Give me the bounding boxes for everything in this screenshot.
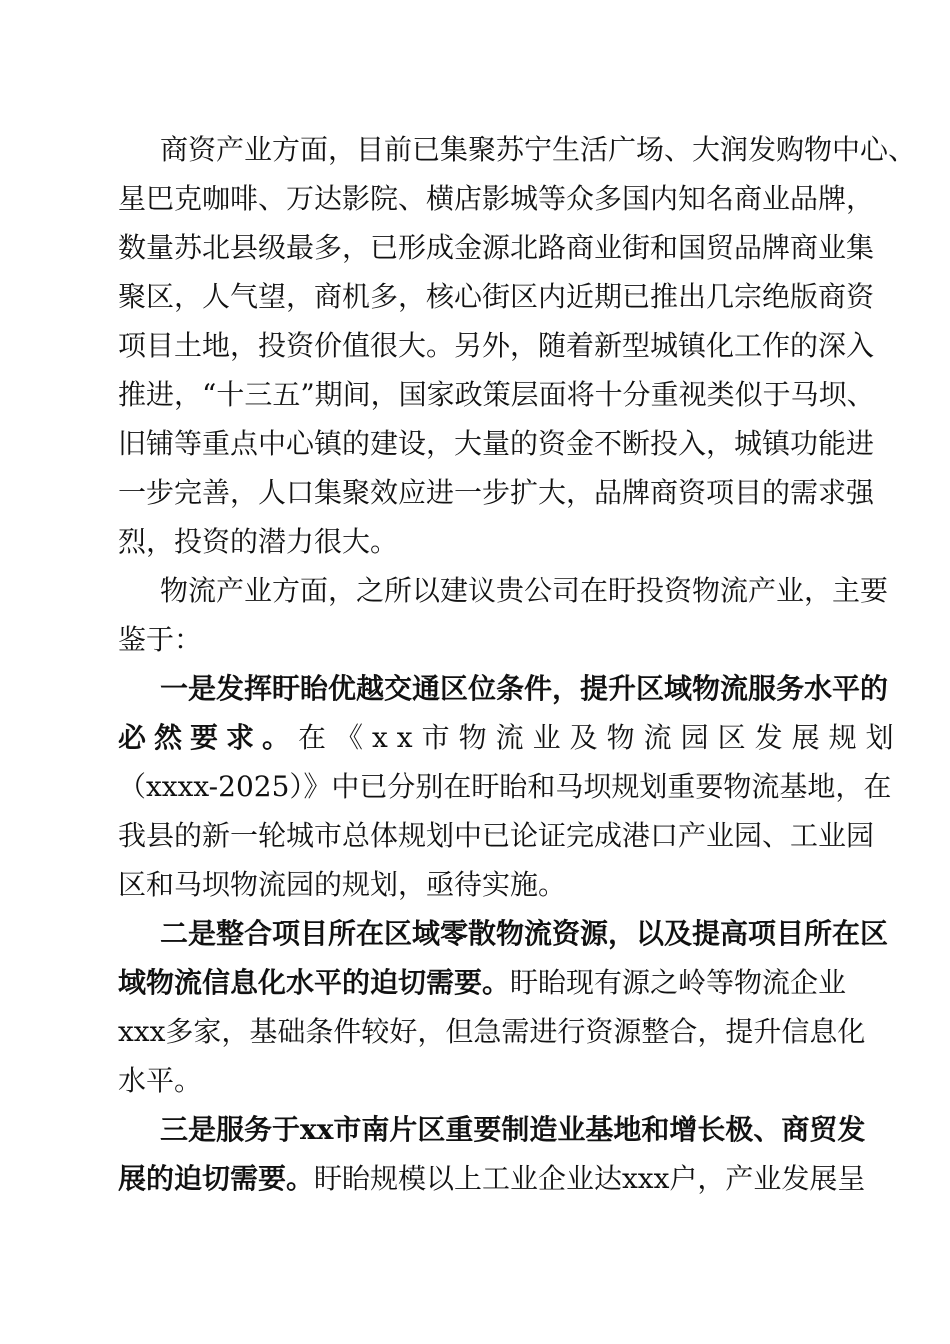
text-line: 数量苏北县级最多，已形成金源北路商业街和国贸品牌商业集 — [118, 231, 875, 264]
text-span: 在《xx市物流业及物流园区发展规划 — [298, 721, 903, 754]
bold-text-line: 二是整合项目所在区域零散物流资源，以及提高项目所在区 — [160, 917, 889, 950]
text-line-mixed — [118, 719, 903, 759]
text-line: 旧铺等重点中心镇的建设，大量的资金不断投入，城镇功能进 — [118, 427, 875, 460]
text-line-mixed — [118, 1160, 866, 1200]
text-line: 我县的新一轮城市总体规划中已论证完成港口产业园、工业园 — [118, 819, 875, 852]
bold-text-line: 一是发挥盱眙优越交通区位条件，提升区域物流服务水平的 — [160, 672, 889, 705]
text-line: 星巴克咖啡、万达影院、横店影城等众多国内知名商业品牌， — [118, 182, 875, 215]
text-line-mixed — [118, 964, 847, 1004]
bold-heading-end: 必然要求。 — [118, 721, 299, 754]
text-line: 一步完善，人口集聚效应进一步扩大，品牌商资项目的需求强 — [118, 476, 875, 509]
text-line: 物流产业方面，之所以建议贵公司在盱投资物流产业，主要 — [160, 574, 889, 607]
text-span: 盱眙现有源之岭等物流企业 — [510, 966, 847, 999]
text-line: 水平。 — [118, 1064, 203, 1097]
bold-heading-end: 域物流信息化水平的迫切需要。 — [118, 966, 511, 999]
text-line: 区和马坝物流园的规划，亟待实施。 — [118, 868, 567, 901]
bold-text-line: 三是服务于xx市南片区重要制造业基地和增长极、商贸发 — [160, 1113, 866, 1146]
text-line: 烈，投资的潜力很大。 — [118, 525, 399, 558]
text-line: 项目土地，投资价值很大。另外，随着新型城镇化工作的深入 — [118, 329, 875, 362]
text-line: 推进，“十三五”期间，国家政策层面将十分重视类似于马坝、 — [118, 378, 875, 411]
text-line: （xxxx-2025）》中已分别在盱眙和马坝规划重要物流基地，在 — [118, 770, 892, 803]
text-line: 聚区，人气望，商机多，核心街区内近期已推出几宗绝版商资 — [118, 280, 875, 313]
bold-heading-end: 展的迫切需要。 — [118, 1162, 315, 1195]
text-line: 鉴于： — [118, 623, 203, 656]
text-line: 商资产业方面，目前已集聚苏宁生活广场、大润发购物中心、 — [160, 133, 917, 166]
text-span: 盱眙规模以上工业企业达xxx户，产业发展呈 — [314, 1162, 866, 1195]
text-line: xxx多家，基础条件较好，但急需进行资源整合，提升信息化 — [118, 1015, 866, 1048]
